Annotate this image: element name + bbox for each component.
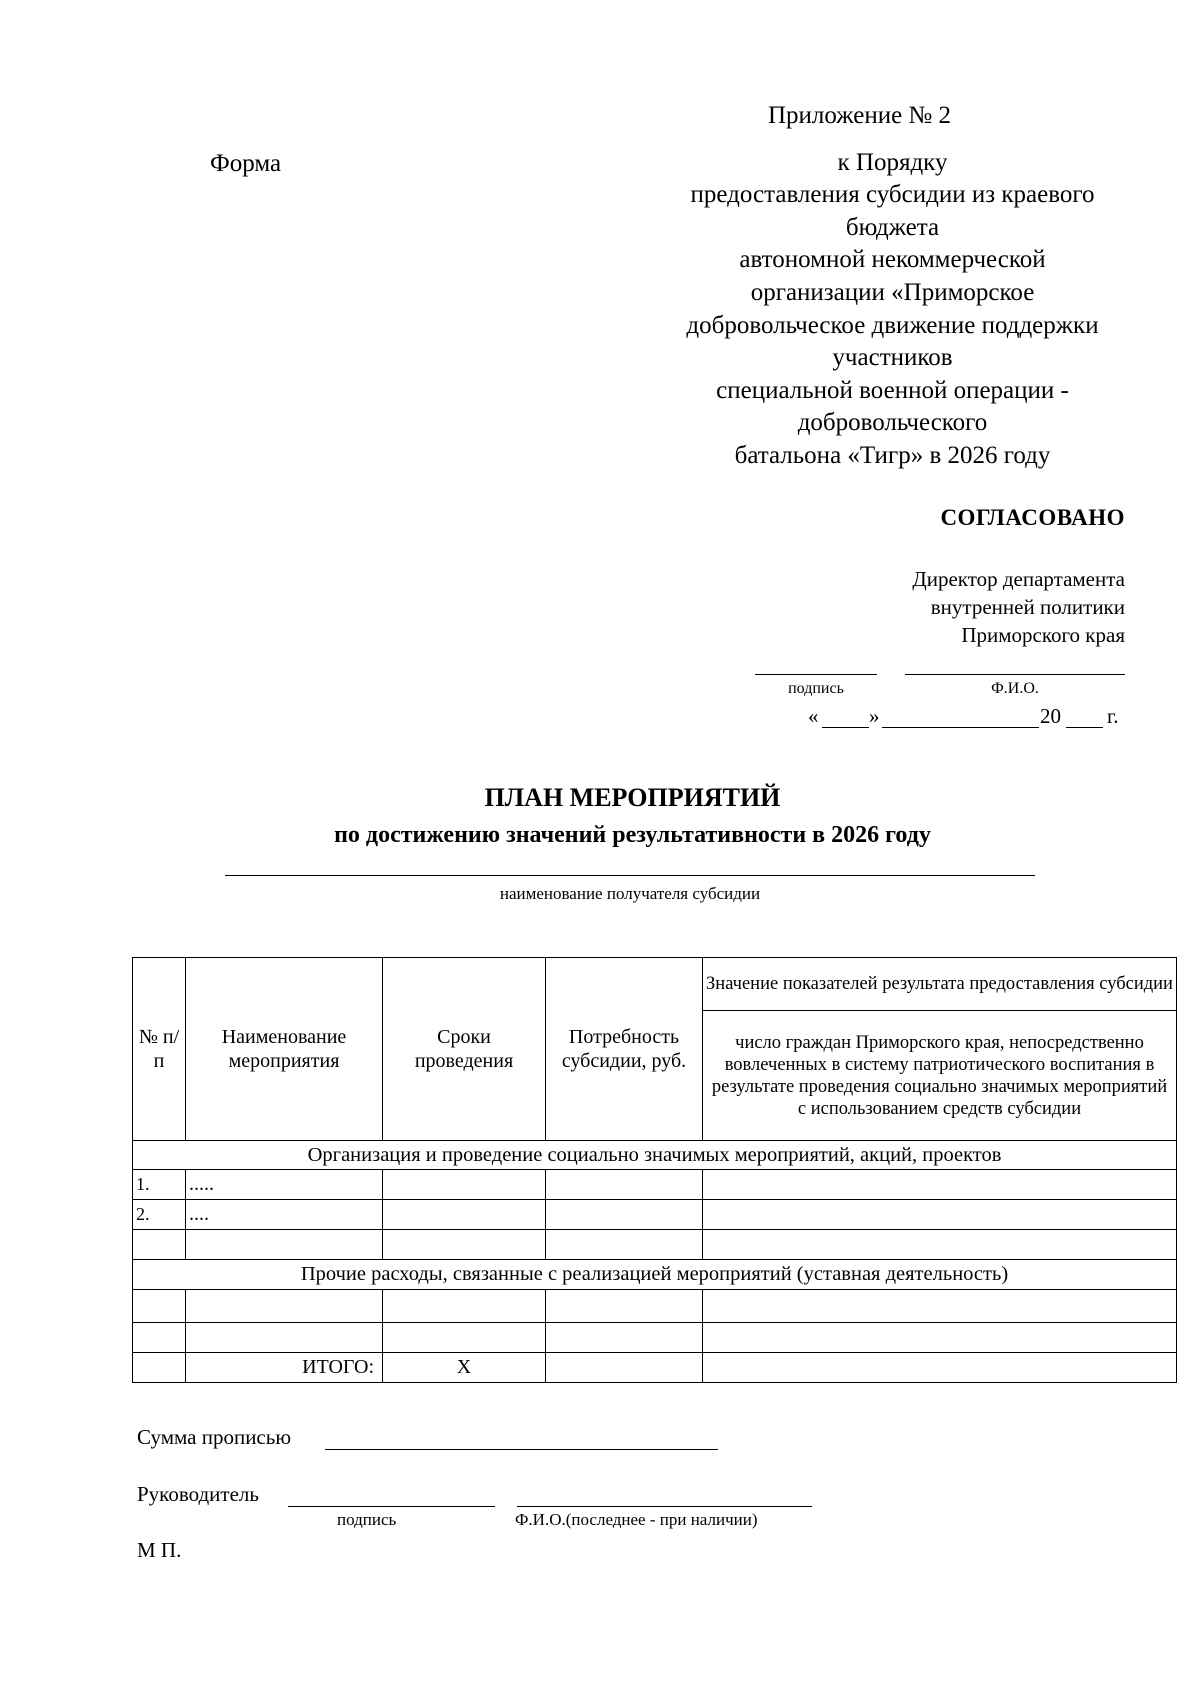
table-row bbox=[133, 1290, 1177, 1323]
row-indicator[interactable] bbox=[703, 1323, 1177, 1353]
recipient-caption: наименование получателя субсидии bbox=[499, 884, 761, 903]
appendix-number: Приложение № 2 bbox=[768, 102, 952, 129]
total-subsidy[interactable] bbox=[546, 1353, 703, 1383]
head-name-line[interactable] bbox=[517, 1506, 812, 1507]
row-indicator[interactable] bbox=[703, 1170, 1177, 1200]
head-signature-caption: подпись bbox=[337, 1510, 397, 1529]
row-subsidy[interactable] bbox=[546, 1290, 703, 1323]
section-events: Организация и проведение социально значимых мероприятий, акций, проектов bbox=[133, 1141, 1177, 1170]
total-dates: Х bbox=[383, 1353, 546, 1383]
section-other-expenses: Прочие расходы, связанные с реализацией мероприятий (уставная деятельность) bbox=[133, 1260, 1177, 1290]
date-day-line[interactable] bbox=[822, 727, 869, 728]
row-event-name[interactable]: ..... bbox=[186, 1170, 383, 1200]
appendix-line: специальной военной операции - bbox=[716, 376, 1069, 404]
appendix-line: к Порядку bbox=[837, 148, 948, 176]
row-num bbox=[133, 1323, 186, 1353]
head-label: Руководитель bbox=[137, 1482, 259, 1506]
table-row bbox=[133, 1323, 1177, 1353]
date-year-suffix: г. bbox=[1107, 704, 1119, 728]
total-num bbox=[133, 1353, 186, 1383]
appendix-line: добровольческого bbox=[797, 409, 988, 437]
appendix-line: бюджета bbox=[845, 213, 940, 241]
row-dates[interactable] bbox=[383, 1230, 546, 1260]
row-dates[interactable] bbox=[383, 1290, 546, 1323]
row-num: 1. bbox=[133, 1170, 186, 1200]
header-indicator: число граждан Приморского края, непосредственно вовлеченных в систему патриотического воспитания в результате проведения социально значимых мероприятий с использованием средств субсидии bbox=[703, 1011, 1177, 1141]
date-quote-open: « bbox=[808, 704, 819, 728]
row-num bbox=[133, 1230, 186, 1260]
approval-name-line[interactable] bbox=[905, 674, 1125, 675]
date-quote-close: » bbox=[869, 704, 880, 728]
date-month-line[interactable] bbox=[882, 727, 1039, 728]
row-indicator[interactable] bbox=[703, 1200, 1177, 1230]
row-indicator[interactable] bbox=[703, 1290, 1177, 1323]
header-dates: Сроки проведения bbox=[383, 958, 546, 1141]
date-year-line[interactable] bbox=[1066, 727, 1103, 728]
director-block bbox=[912, 565, 1125, 649]
row-indicator[interactable] bbox=[703, 1230, 1177, 1260]
appendix-line: автономной некоммерческой bbox=[739, 246, 1046, 274]
appendix-line: участников bbox=[832, 344, 953, 372]
header-subsidy-need: Потребность субсидии, руб. bbox=[546, 958, 703, 1141]
row-event-name[interactable] bbox=[186, 1290, 383, 1323]
plan-title: ПЛАН МЕРОПРИЯТИЙ bbox=[484, 783, 781, 812]
appendix-line: предоставления субсидии из краевого bbox=[690, 181, 1095, 209]
row-event-name[interactable] bbox=[186, 1323, 383, 1353]
row-dates[interactable] bbox=[383, 1323, 546, 1353]
row-num bbox=[133, 1290, 186, 1323]
row-subsidy[interactable] bbox=[546, 1230, 703, 1260]
approval-name-caption: Ф.И.О. bbox=[991, 680, 1039, 697]
header-num: № п/п bbox=[133, 958, 186, 1141]
header-event-name: Наименование мероприятия bbox=[186, 958, 383, 1141]
director-line: Директор департамента bbox=[912, 567, 1125, 591]
head-name-caption: Ф.И.О.(последнее - при наличии) bbox=[515, 1510, 758, 1529]
sum-in-words-label: Сумма прописью bbox=[137, 1425, 292, 1449]
date-year-prefix: 20 bbox=[1040, 704, 1061, 728]
approval-signature-caption: подпись bbox=[788, 680, 844, 697]
row-event-name[interactable]: .... bbox=[186, 1200, 383, 1230]
approval-signature-line[interactable] bbox=[755, 674, 877, 675]
table-row bbox=[133, 1170, 1177, 1200]
table-row bbox=[133, 1200, 1177, 1230]
appendix-line: батальона «Тигр» в 2026 году bbox=[734, 441, 1051, 469]
recipient-line[interactable] bbox=[225, 875, 1035, 876]
total-label: ИТОГО: bbox=[186, 1353, 383, 1383]
table-row bbox=[133, 1230, 1177, 1260]
row-dates[interactable] bbox=[383, 1200, 546, 1230]
row-num: 2. bbox=[133, 1200, 186, 1230]
row-subsidy[interactable] bbox=[546, 1170, 703, 1200]
plan-subtitle: по достижению значений результативности в 2026 году bbox=[334, 822, 931, 848]
total-row bbox=[133, 1353, 1177, 1383]
row-dates[interactable] bbox=[383, 1170, 546, 1200]
row-event-name[interactable] bbox=[186, 1230, 383, 1260]
appendix-line: добровольческое движение поддержки bbox=[686, 311, 1099, 339]
total-indicator[interactable] bbox=[703, 1353, 1177, 1383]
header-indicator-group: Значение показателей результата предоставления субсидии bbox=[703, 958, 1177, 1011]
appendix-block bbox=[600, 100, 1185, 473]
director-line: внутренней политики bbox=[930, 595, 1125, 619]
plan-table bbox=[132, 957, 1177, 1383]
agreed-heading: СОГЛАСОВАНО bbox=[940, 505, 1125, 530]
head-signature-line[interactable] bbox=[288, 1506, 495, 1507]
appendix-line: организации «Приморское bbox=[750, 278, 1035, 306]
sum-in-words-line[interactable] bbox=[325, 1449, 718, 1450]
stamp-label: М П. bbox=[137, 1538, 182, 1562]
row-subsidy[interactable] bbox=[546, 1323, 703, 1353]
form-label: Форма bbox=[210, 150, 282, 177]
row-subsidy[interactable] bbox=[546, 1200, 703, 1230]
director-line: Приморского края bbox=[961, 623, 1125, 647]
